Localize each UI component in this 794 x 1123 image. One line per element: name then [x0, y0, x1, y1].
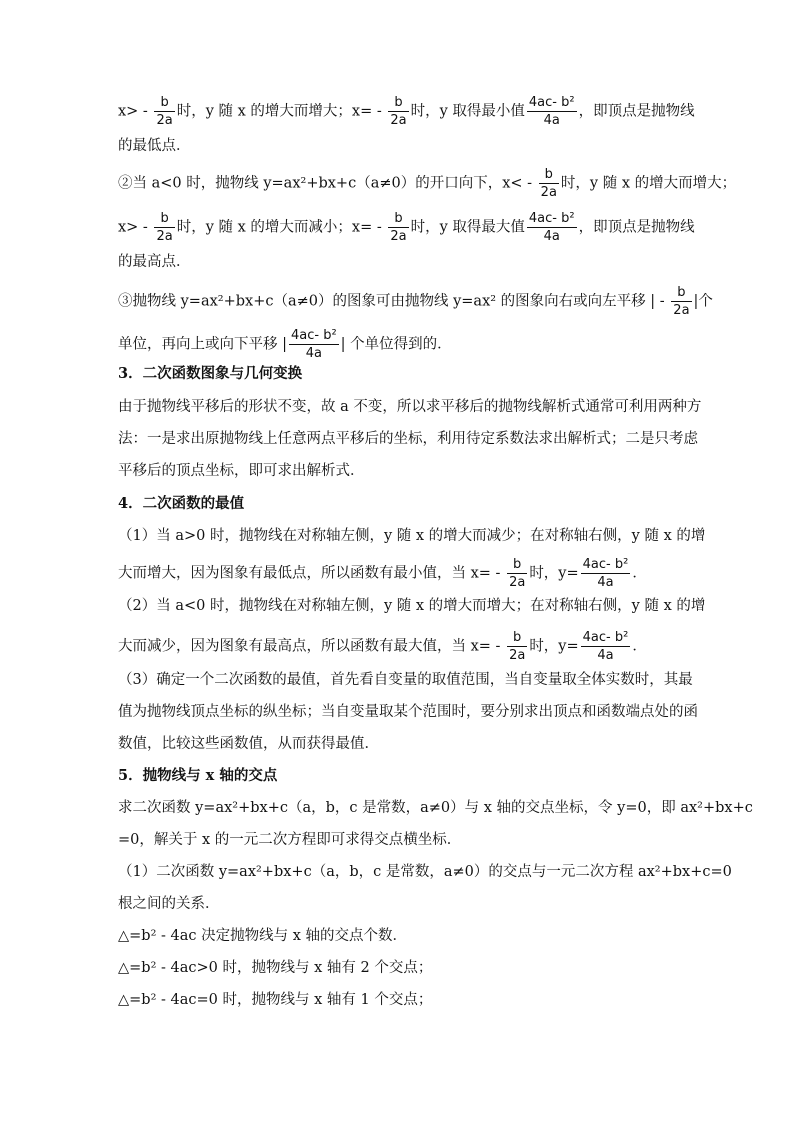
fraction-numerator: b — [513, 630, 522, 645]
fraction-numerator: 4ac- b² — [528, 95, 575, 110]
text-segment: 平移后的顶点坐标，即可求出解析式． — [118, 463, 365, 479]
text-segment: =0，解关于 x 的一元二次方程即可求得交点横坐标． — [118, 832, 462, 848]
text-segment: 单位，再向上或向下平移 | — [118, 336, 287, 353]
text-segment: ②当 a<0 时，抛物线 y=ax²+bx+c（a≠0）的开口向下，x< - — [118, 175, 537, 192]
text-segment: x> - — [118, 219, 153, 236]
fraction — [581, 631, 631, 662]
text-line — [118, 894, 220, 914]
fraction-denominator: 4a — [289, 344, 339, 360]
fraction — [154, 212, 174, 243]
fraction-numerator: b — [677, 285, 686, 300]
text-line — [118, 329, 452, 360]
text-segment: ． — [632, 638, 647, 655]
text-line — [118, 429, 698, 449]
fraction-denominator: 2a — [509, 648, 526, 663]
text-segment: 大而增大，因为图象有最低点，所以函数有最小值，当 x= - — [118, 565, 506, 582]
fraction — [388, 96, 408, 127]
fraction — [539, 168, 559, 199]
text-segment: △=b² - 4ac 决定抛物线与 x 轴的交点个数． — [118, 928, 408, 944]
text-segment: 时，y 取得最大值 — [410, 219, 525, 236]
text-segment: 大而减少，因为图象有最高点，所以函数有最大值，当 x= - — [118, 638, 506, 655]
text-segment: 时，y 取得最小值 — [410, 103, 525, 120]
text-line — [118, 926, 407, 946]
fraction-numerator: 4ac- b² — [582, 630, 629, 645]
text-line — [118, 168, 736, 199]
text-segment: ③抛物线 y=ax²+bx+c（a≠0）的图象可由抛物线 y=ax² 的图象向右或向左平移 | - — [118, 293, 670, 310]
text-segment: （2）当 a<0 时，抛物线在对称轴左侧，y 随 x 的增大而增大；在对称轴右侧，y 随 x 的增 — [118, 598, 706, 614]
fraction-denominator: 2a — [156, 229, 173, 244]
section-heading — [118, 766, 277, 786]
text-segment: 值为抛物线顶点坐标的纵坐标；当自变量取某个范围时，要分别求出顶点和函数端点处的函 — [118, 704, 698, 720]
fraction — [581, 558, 631, 589]
fraction — [671, 286, 691, 317]
fraction-numerator: 4ac- b² — [528, 211, 575, 226]
fraction — [154, 96, 174, 127]
fraction-denominator: 2a — [673, 303, 690, 318]
text-segment: 求二次函数 y=ax²+bx+c（a，b，c 是常数，a≠0）与 x 轴的交点坐标，令 y=0，即 ax²+bx+c — [118, 800, 753, 816]
text-line — [118, 990, 432, 1010]
text-segment: | 个单位得到的． — [340, 336, 452, 353]
text-segment: （1）二次函数 y=ax²+bx+c（a，b，c 是常数，a≠0）的交点与一元二次方程 ax²+bx+c=0 — [118, 864, 732, 880]
text-segment: （1）当 a>0 时，抛物线在对称轴左侧，y 随 x 的增大而减少；在对称轴右侧，y 随 x 的增 — [118, 528, 706, 544]
text-segment: 的最低点． — [118, 138, 191, 154]
text-line — [118, 702, 698, 722]
fraction-denominator: 2a — [509, 575, 526, 590]
text-segment: x> - — [118, 103, 153, 120]
fraction-numerator: b — [513, 557, 522, 572]
fraction-denominator: 4a — [527, 111, 577, 127]
text-line — [118, 252, 191, 272]
text-line — [118, 397, 701, 417]
fraction — [388, 212, 408, 243]
fraction — [507, 631, 527, 662]
fraction-numerator: 4ac- b² — [291, 328, 337, 343]
fraction-numerator: 4ac- b² — [582, 557, 629, 572]
text-segment: 5．抛物线与 x 轴的交点 — [118, 767, 278, 784]
text-segment: （3）确定一个二次函数的最值，首先看自变量的取值范围，当自变量取全体实数时，其最 — [118, 672, 693, 688]
text-line — [118, 286, 713, 317]
text-segment: 3．二次函数图象与几何变换 — [118, 365, 303, 382]
text-segment: △=b² - 4ac=0 时，抛物线与 x 轴有 1 个交点； — [118, 992, 433, 1008]
text-segment: ，即顶点是抛物线 — [578, 219, 695, 236]
text-segment: 4．二次函数的最值 — [118, 495, 245, 512]
text-line — [118, 526, 705, 546]
fraction-numerator: b — [394, 95, 403, 110]
text-segment: 时，y= — [529, 638, 579, 655]
fraction-denominator: 2a — [156, 113, 173, 128]
text-segment: 的最高点． — [118, 254, 191, 270]
text-segment: 时，y 随 x 的增大而增大； — [560, 175, 737, 192]
text-segment: 时，y 随 x 的增大而增大；x= - — [176, 103, 387, 120]
text-line — [118, 461, 365, 481]
fraction-denominator: 2a — [540, 185, 557, 200]
text-line — [118, 558, 647, 589]
fraction-denominator: 2a — [390, 113, 407, 128]
text-segment: |个 — [693, 293, 713, 310]
fraction-numerator: b — [394, 211, 403, 226]
text-line — [118, 958, 432, 978]
fraction-numerator: b — [544, 167, 553, 182]
fraction — [507, 558, 527, 589]
text-segment: 法：一是求出原抛物线上任意两点平移后的坐标，利用待定系数法求出解析式；二是只考虑 — [118, 431, 698, 447]
fraction — [527, 96, 577, 127]
text-line — [118, 631, 647, 662]
text-segment: ，即顶点是抛物线 — [578, 103, 695, 120]
text-line — [118, 212, 695, 243]
text-segment: 数值，比较这些函数值，从而获得最值． — [118, 736, 379, 752]
fraction — [289, 329, 339, 360]
text-line — [118, 136, 191, 156]
text-segment: 由于抛物线平移后的形状不变，故 a 不变，所以求平移后的抛物线解析式通常可利用两种方 — [118, 399, 702, 415]
fraction-denominator: 4a — [581, 646, 631, 662]
section-heading — [118, 364, 302, 384]
text-segment: △=b² - 4ac>0 时，抛物线与 x 轴有 2 个交点； — [118, 960, 433, 976]
text-line — [118, 596, 705, 616]
text-segment: 时，y= — [529, 565, 579, 582]
text-line — [118, 862, 732, 882]
text-segment: 时，y 随 x 的增大而减小；x= - — [176, 219, 387, 236]
text-line — [118, 734, 379, 754]
text-segment: ． — [632, 565, 647, 582]
text-line — [118, 830, 461, 850]
fraction-denominator: 4a — [581, 573, 631, 589]
text-line — [118, 670, 693, 690]
text-segment: 根之间的关系． — [118, 896, 220, 912]
section-heading — [118, 494, 244, 514]
fraction-numerator: b — [160, 211, 169, 226]
fraction-denominator: 2a — [390, 229, 407, 244]
fraction — [527, 212, 577, 243]
text-line — [118, 798, 753, 818]
fraction-numerator: b — [160, 95, 169, 110]
text-line — [118, 96, 695, 127]
fraction-denominator: 4a — [527, 227, 577, 243]
